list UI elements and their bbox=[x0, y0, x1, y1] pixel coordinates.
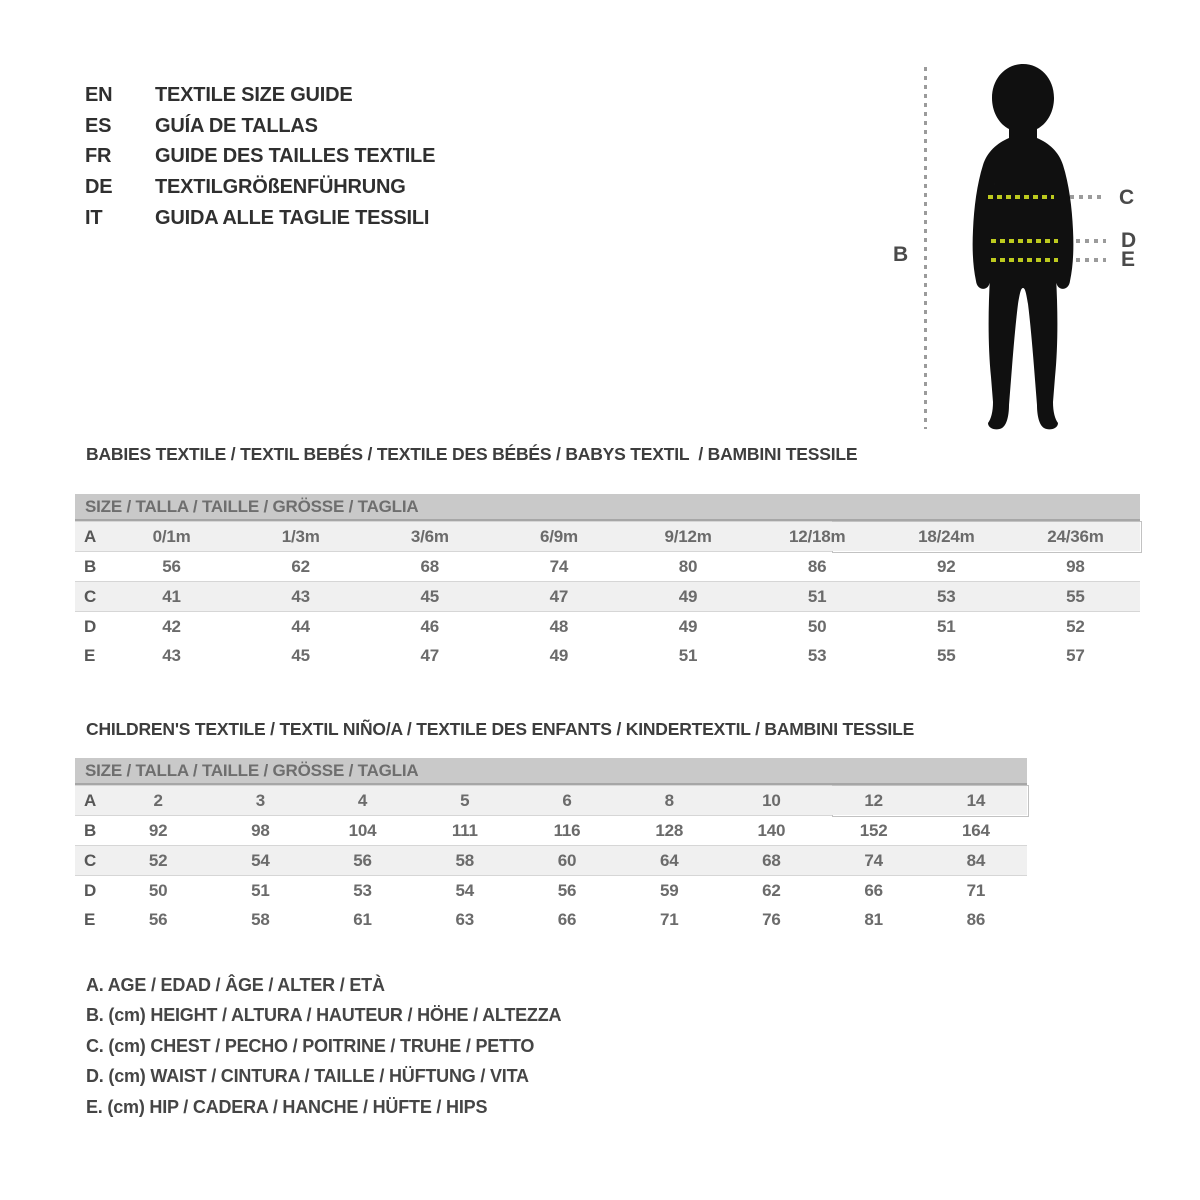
size-cell: 42 bbox=[162, 616, 181, 636]
size-cell: 76 bbox=[762, 909, 781, 929]
lang-row-es bbox=[85, 111, 435, 142]
lang-row-de bbox=[85, 172, 435, 203]
size-header-bar: SIZE / TALLA / TAILLE / GRÖSSE / TAGLIA bbox=[75, 758, 1027, 785]
size-row-D bbox=[75, 612, 1140, 642]
babies-size-table bbox=[75, 494, 1140, 670]
size-cell: 98 bbox=[251, 820, 270, 840]
size-cell: 5 bbox=[414, 786, 516, 816]
size-cell: 53 bbox=[807, 645, 827, 665]
waist-pointer-line bbox=[1076, 239, 1106, 243]
size-cell: 59 bbox=[659, 880, 679, 900]
size-row-E bbox=[75, 905, 1027, 934]
lang-title: GUIDA ALLE TAGLIE TESSILI bbox=[155, 207, 430, 230]
lang-title: TEXTILE SIZE GUIDE bbox=[155, 83, 353, 106]
row-label: B bbox=[84, 556, 97, 576]
row-label: D bbox=[84, 616, 97, 636]
size-cell: 48 bbox=[549, 616, 569, 636]
size-cell: 0/1m bbox=[107, 522, 236, 552]
row-label: E bbox=[84, 645, 96, 665]
size-cell: 50 bbox=[148, 880, 168, 900]
legend-hip: E. (cm) HIP / CADERA / HANCHE / HÜFTE / HIPS bbox=[86, 1096, 488, 1117]
size-cell: 80 bbox=[678, 556, 698, 576]
size-cell: 43 bbox=[162, 645, 181, 665]
size-cell: 63 bbox=[455, 909, 475, 929]
size-cell: 52 bbox=[107, 846, 209, 876]
size-cell: 140 bbox=[757, 820, 786, 840]
size-cell: 6 bbox=[516, 786, 618, 816]
size-cell: 54 bbox=[455, 880, 475, 900]
row-label: E bbox=[84, 909, 96, 929]
lang-code: EN bbox=[85, 83, 113, 106]
legend-age: A. AGE / EDAD / ÂGE / ALTER / ETÀ bbox=[86, 974, 385, 995]
size-cell: 62 bbox=[762, 880, 781, 900]
size-cell: 1/3m bbox=[236, 522, 365, 552]
chest-pointer-line bbox=[1070, 195, 1106, 199]
lang-title: TEXTILGRÖßENFÜHRUNG bbox=[155, 176, 406, 199]
row-label: A bbox=[75, 522, 107, 552]
measurement-legend bbox=[86, 970, 561, 1123]
hip-label: E bbox=[1121, 248, 1135, 271]
size-cell: 45 bbox=[365, 582, 494, 612]
size-cell: 6/9m bbox=[494, 522, 623, 552]
size-cell: 71 bbox=[966, 880, 986, 900]
size-cell: 52 bbox=[1066, 616, 1085, 636]
lang-title: GUIDE DES TAILLES TEXTILE bbox=[155, 145, 436, 168]
size-cell: 66 bbox=[557, 909, 577, 929]
size-cell: 104 bbox=[348, 820, 377, 840]
size-cell: 12/18m bbox=[753, 522, 882, 552]
row-label: C bbox=[75, 582, 107, 612]
lang-title: GUÍA DE TALLAS bbox=[155, 114, 318, 137]
size-row-A bbox=[75, 522, 1140, 552]
size-cell: 51 bbox=[678, 645, 698, 665]
size-cell: 86 bbox=[807, 556, 827, 576]
size-cell: 92 bbox=[937, 556, 956, 576]
lang-row-it bbox=[85, 203, 435, 234]
row-label: D bbox=[84, 880, 97, 900]
size-cell: 51 bbox=[251, 880, 270, 900]
size-row-A bbox=[75, 786, 1027, 816]
lang-row-en bbox=[85, 80, 435, 111]
size-cell: 81 bbox=[864, 909, 883, 929]
size-cell: 49 bbox=[624, 582, 753, 612]
size-cell: 64 bbox=[618, 846, 720, 876]
size-cell: 56 bbox=[311, 846, 413, 876]
size-cell: 50 bbox=[807, 616, 827, 636]
size-cell: 116 bbox=[553, 820, 581, 840]
size-cell: 56 bbox=[557, 880, 577, 900]
size-cell: 51 bbox=[937, 616, 956, 636]
size-cell: 56 bbox=[162, 556, 181, 576]
size-cell: 24/36m bbox=[1011, 522, 1140, 552]
chest-label: C bbox=[1119, 186, 1134, 209]
child-silhouette bbox=[960, 62, 1090, 434]
children-section-heading: CHILDREN'S TEXTILE / TEXTIL NIÑO/A / TEXTILE DES ENFANTS / KINDERTEXTIL / BAMBINI TESSILE bbox=[86, 719, 915, 739]
lang-code: DE bbox=[85, 176, 113, 199]
size-cell: 49 bbox=[549, 645, 569, 665]
size-cell: 3/6m bbox=[365, 522, 494, 552]
size-cell: 71 bbox=[659, 909, 679, 929]
size-cell: 4 bbox=[311, 786, 413, 816]
size-cell: 12 bbox=[823, 786, 925, 816]
size-cell: 55 bbox=[1011, 582, 1140, 612]
lang-row-fr bbox=[85, 142, 435, 173]
size-cell: 41 bbox=[107, 582, 236, 612]
waist-label: D bbox=[1121, 229, 1136, 252]
row-label: A bbox=[75, 786, 107, 816]
height-label: B bbox=[893, 243, 908, 266]
row-label: B bbox=[84, 820, 97, 840]
size-row-B bbox=[75, 552, 1140, 582]
size-cell: 66 bbox=[864, 880, 883, 900]
legend-waist: D. (cm) WAIST / CINTURA / TAILLE / HÜFTUNG / VITA bbox=[86, 1066, 529, 1087]
size-cell: 56 bbox=[148, 909, 168, 929]
size-row-C bbox=[75, 846, 1027, 876]
size-cell: 74 bbox=[549, 556, 569, 576]
size-cell: 68 bbox=[720, 846, 822, 876]
children-table bbox=[75, 785, 1027, 934]
size-cell: 47 bbox=[420, 645, 440, 665]
size-cell: 46 bbox=[420, 616, 440, 636]
size-cell: 18/24m bbox=[882, 522, 1011, 552]
lang-code: IT bbox=[85, 207, 103, 230]
size-cell: 60 bbox=[516, 846, 618, 876]
size-cell: 86 bbox=[966, 909, 986, 929]
size-cell: 2 bbox=[107, 786, 209, 816]
size-row-E bbox=[75, 641, 1140, 670]
size-cell: 10 bbox=[720, 786, 822, 816]
babies-section-heading: BABIES TEXTILE / TEXTIL BEBÉS / TEXTILE DES BÉBÉS / BABYS TEXTIL / BAMBINI TESSILE bbox=[86, 444, 858, 464]
size-cell: 62 bbox=[291, 556, 310, 576]
size-cell: 164 bbox=[961, 820, 990, 840]
size-cell: 92 bbox=[148, 820, 168, 840]
size-row-D bbox=[75, 876, 1027, 906]
size-cell: 98 bbox=[1066, 556, 1085, 576]
lang-code: FR bbox=[85, 145, 112, 168]
height-measure-dashed-line bbox=[924, 67, 927, 429]
size-cell: 44 bbox=[291, 616, 310, 636]
size-cell: 74 bbox=[823, 846, 925, 876]
size-cell: 43 bbox=[236, 582, 365, 612]
waist-measure-line bbox=[991, 239, 1058, 243]
size-cell: 58 bbox=[251, 909, 270, 929]
hip-pointer-line bbox=[1076, 258, 1106, 262]
size-cell: 84 bbox=[925, 846, 1027, 876]
size-row-B bbox=[75, 816, 1027, 846]
children-size-table bbox=[75, 758, 1027, 934]
size-cell: 58 bbox=[414, 846, 516, 876]
size-cell: 61 bbox=[353, 909, 372, 929]
size-cell: 14 bbox=[925, 786, 1027, 816]
row-label: C bbox=[75, 846, 107, 876]
size-cell: 49 bbox=[678, 616, 698, 636]
size-cell: 55 bbox=[937, 645, 956, 665]
size-cell: 47 bbox=[494, 582, 623, 612]
size-cell: 8 bbox=[618, 786, 720, 816]
size-header-bar: SIZE / TALLA / TAILLE / GRÖSSE / TAGLIA bbox=[75, 494, 1140, 521]
size-row-C bbox=[75, 582, 1140, 612]
legend-height: B. (cm) HEIGHT / ALTURA / HAUTEUR / HÖHE / ALTEZZA bbox=[86, 1005, 562, 1026]
legend-chest: C. (cm) CHEST / PECHO / POITRINE / TRUHE / PETTO bbox=[86, 1035, 535, 1056]
size-cell: 152 bbox=[859, 820, 888, 840]
size-cell: 45 bbox=[291, 645, 310, 665]
size-cell: 57 bbox=[1066, 645, 1085, 665]
size-cell: 53 bbox=[353, 880, 372, 900]
size-cell: 3 bbox=[209, 786, 311, 816]
size-cell: 128 bbox=[655, 820, 684, 840]
babies-table bbox=[75, 521, 1140, 670]
size-cell: 111 bbox=[451, 820, 478, 840]
hip-measure-line bbox=[991, 258, 1058, 262]
chest-measure-line bbox=[988, 195, 1054, 199]
size-cell: 53 bbox=[882, 582, 1011, 612]
size-cell: 68 bbox=[420, 556, 440, 576]
size-cell: 9/12m bbox=[624, 522, 753, 552]
size-cell: 51 bbox=[753, 582, 882, 612]
lang-code: ES bbox=[85, 114, 112, 137]
size-cell: 54 bbox=[209, 846, 311, 876]
language-title-list bbox=[85, 80, 435, 234]
